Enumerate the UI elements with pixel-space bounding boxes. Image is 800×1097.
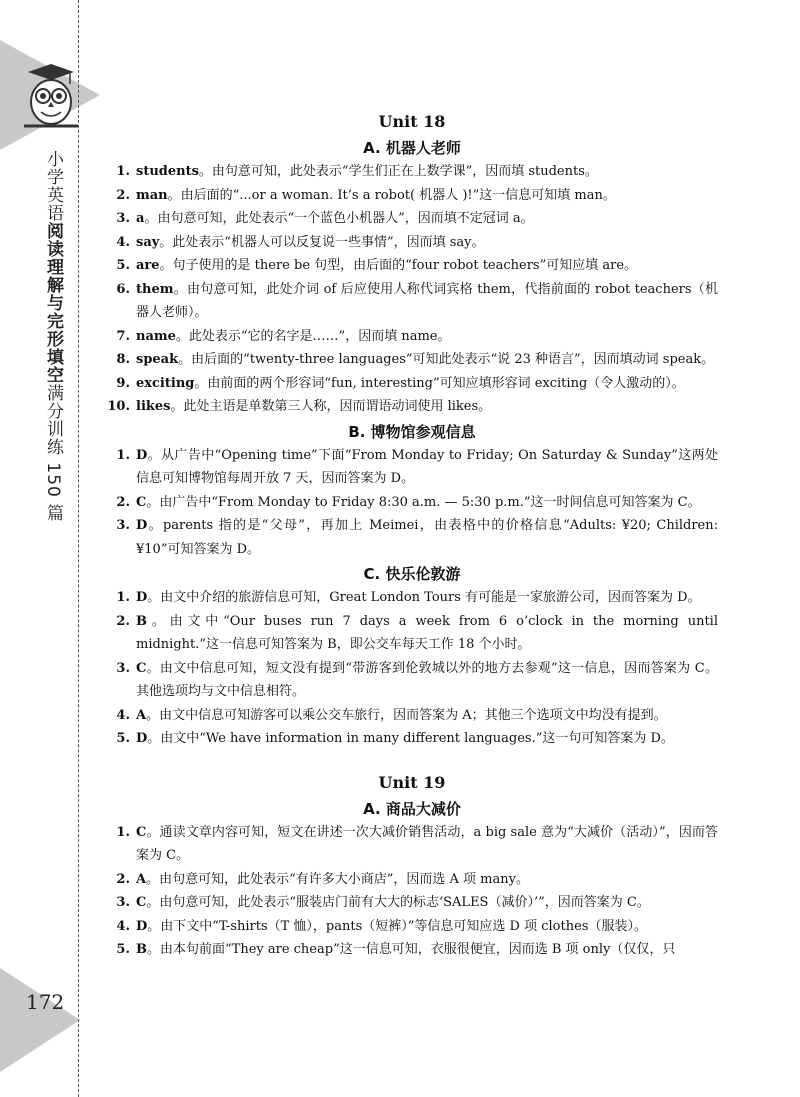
answer-key: man [136, 187, 168, 203]
explanation-text: 。由后面的“...or a woman. It’s a robot( 机器人 )!”这一信息可知填 man。 [167, 187, 616, 203]
answer-key: D [136, 590, 148, 605]
answer-key: D [136, 518, 148, 533]
item-number: 3. [116, 518, 130, 533]
explanation-text: 。由文中信息可知，短文没有提到“带游客到伦敦城以外的地方去参观”这一信息，因而答案为 C。其他选项均与文中信息相符。 [136, 660, 718, 699]
item-number: 3. [116, 211, 130, 226]
explanation-text: 。由广告中“From Monday to Friday 8:30 a.m. — 5:30 p.m.”这一时间信息可知答案为 C。 [146, 494, 701, 510]
answer-item [106, 231, 718, 255]
explanation-text: 。此处主语是单数第三人称，因而谓语动词使用 likes。 [170, 399, 492, 414]
answer-item [106, 372, 718, 396]
answer-item [106, 610, 718, 657]
explanation-text: 。由文中介绍的旅游信息可知，Great London Tours 有可能是一家旅游公司，因而答案为 D。 [147, 590, 701, 605]
answer-item [106, 348, 718, 372]
answer-item [106, 657, 718, 704]
explanation-text: 。由句意可知，此处介词 of 后应使用人称代词宾格 them，代指前面的 robot teachers（机器人老师）。 [136, 281, 718, 320]
book-title: 小学英语阅读理解与完形填空满分训练 150 篇 [43, 150, 63, 523]
unit-spacer [106, 751, 718, 773]
answer-key: A [136, 871, 147, 887]
answer-item [106, 938, 718, 962]
answer-key: A [136, 707, 147, 723]
explanation-text: 。由后面的“twenty-three languages”可知此处表示“说 23 种语言”，因而填动词 speak。 [178, 352, 715, 367]
answer-key: D [136, 731, 148, 746]
item-number: 1. [116, 164, 130, 179]
item-number: 4. [116, 918, 130, 934]
explanation-text: 。句子使用的是 there be 句型，由后面的“four robot teachers”可知应填 are。 [159, 258, 638, 273]
answer-item [106, 184, 718, 208]
explanation-text: 。此处表示“它的名字是……”，因而填 name。 [175, 328, 451, 344]
explanation-text: 。由前面的两个形容词“fun, interesting”可知应填形容词 exciting（令人激动的）。 [194, 375, 685, 391]
section-title: A. 商品大减价 [363, 799, 461, 818]
explanation-text: 。从广告中“Opening time”下面“From Monday to Friday; On Saturday & Sunday”这两处信息可知博物馆每周开放 7 天，因而答案为 D。 [136, 447, 718, 486]
item-number: 8. [116, 352, 130, 367]
answer-key: likes [136, 399, 171, 414]
item-number: 4. [116, 234, 130, 250]
item-number: 1. [116, 824, 130, 840]
answer-item [106, 727, 718, 751]
item-number: 9. [116, 375, 130, 391]
item-number: 4. [116, 707, 130, 723]
answer-key: a [136, 211, 145, 226]
item-number: 5. [116, 731, 130, 746]
explanation-text: 。由文中“We have information in many different languages.”这一句可知答案为 D。 [147, 731, 674, 746]
explanation-text: 。由句意可知，此处表示“服装店门前有大大的标志‘SALES（减价）’”，因而答案为 C。 [146, 895, 650, 910]
answer-item [106, 821, 718, 868]
section-title: B. 博物馆参观信息 [348, 422, 476, 441]
answer-item [106, 395, 718, 419]
answer-item [106, 514, 718, 561]
answer-key: C [136, 824, 147, 840]
answer-item [106, 160, 718, 184]
explanation-text: 。由文中信息可知游客可以乘公交车旅行，因而答案为 A；其他三个选项文中均没有提到。 [146, 707, 667, 723]
section-title: C. 快乐伦敦游 [363, 565, 461, 583]
explanation-text: 。由文中“Our buses run 7 days a week from 6 o’clock in the morning until midnight.”这一信息可知答案为 B，即公交车每天工作 18 个小时。 [136, 613, 718, 652]
answer-item [106, 444, 718, 491]
unit-title: Unit 19 [378, 772, 446, 792]
explanation-text: 。此处表示“机器人可以反复说一些事情”，因而填 say。 [159, 234, 485, 250]
answer-key: speak [136, 352, 179, 367]
answer-item [106, 891, 718, 915]
answer-item [106, 915, 718, 939]
explanation-text: 。parents 指的是“父母”，再加上 Meimei，由表格中的价格信息“Adults: ¥20; Children: ¥10”可知答案为 D。 [136, 518, 718, 557]
answer-key: B [136, 613, 147, 629]
answer-key: exciting [136, 375, 195, 391]
item-number: 3. [116, 895, 130, 910]
item-number: 1. [116, 447, 130, 463]
item-number: 5. [116, 942, 130, 957]
answer-key: D [136, 918, 148, 934]
explanation-text: 。由句意可知，此处表示“一个蓝色小机器人”，因而填不定冠词 a。 [144, 211, 534, 226]
explanation-text: 。由句意可知，此处表示“有许多大小商店”，因而选 A 项 many。 [146, 871, 529, 887]
explanation-text: 。由句意可知，此处表示“学生们正在上数学课”，因而填 students。 [198, 164, 598, 179]
answer-key: D [136, 447, 148, 463]
explanation-text: 。由下文中“T-shirts（T 恤），pants（短裤）”等信息可知应选 D 项 clothes（服装）。 [147, 918, 647, 934]
sidebar [0, 0, 78, 1097]
item-number: 1. [116, 590, 130, 605]
answer-item [106, 586, 718, 610]
answer-key: them [136, 281, 174, 297]
answer-item [106, 704, 718, 728]
page-number: 172 [26, 990, 65, 1014]
answer-key: name [136, 328, 176, 344]
answer-key: C [136, 660, 147, 676]
answer-key: C [136, 494, 147, 510]
answer-item [106, 868, 718, 892]
answer-item [106, 278, 718, 325]
item-number: 2. [116, 871, 130, 887]
item-number: 2. [116, 613, 130, 629]
answer-key: are [136, 258, 160, 273]
answer-item [106, 325, 718, 349]
answer-item [106, 491, 718, 515]
cut-line [78, 0, 79, 1097]
explanation-text: 。由本句前面“They are cheap”这一信息可知，衣服很便宜，因而选 B 项 only（仅仅，只 [147, 942, 676, 957]
owl-scholar-icon [22, 62, 80, 132]
item-number: 7. [116, 328, 130, 344]
answer-item [106, 207, 718, 231]
answer-key: say [136, 234, 160, 250]
explanation-text: 。通读文章内容可知，短文在讲述一次大减价销售活动，a big sale 意为“大减价（活动）”，因而答案为 C。 [136, 824, 718, 863]
item-number: 5. [116, 258, 130, 273]
item-number: 3. [116, 660, 130, 676]
item-number: 6. [116, 281, 130, 297]
answer-key: C [136, 895, 147, 910]
sidebar-bottom-triangle [0, 968, 80, 1072]
answer-key: students [136, 164, 199, 179]
item-number: 10. [107, 399, 130, 414]
answer-key: B [136, 942, 147, 957]
answer-content [106, 112, 718, 962]
section-title: A. 机器人老师 [363, 139, 461, 157]
unit-title: Unit 18 [378, 112, 446, 131]
item-number: 2. [116, 494, 130, 510]
answer-item [106, 254, 718, 278]
item-number: 2. [116, 187, 130, 203]
